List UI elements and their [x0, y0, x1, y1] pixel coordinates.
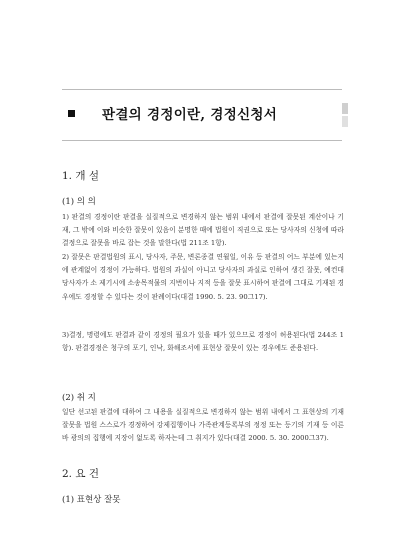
title-decoration — [342, 116, 348, 127]
bullet-icon — [68, 110, 75, 117]
section-heading-requirements: 2. 요 건 — [62, 468, 99, 480]
subsection-heading-expression-error: (1) 표현상 잘못 — [62, 495, 121, 505]
section-heading-overview: 1. 개 설 — [62, 170, 99, 182]
document-title: 판결의 경정이란, 경정신청서 — [102, 107, 278, 123]
paragraph-purpose: 일단 선고된 판결에 대하여 그 내용을 실질적으로 변경하지 않는 범위 내에서 그 표현상의 기재 잘못을 법원 스스로가 경정하여 강제집행이나 가족관계등록부의 정정 또는 등기의 기재 등 이른 바 광의의 집행에 지장이 없도록 하자는데 그 취지가 있다(대결 2000. 5. 30. 2000그37). — [62, 408, 344, 443]
title-box — [62, 89, 342, 141]
paragraph-meaning-3: 3)결정, 명령에도 판결과 같이 경정의 필요가 있을 때가 있으므로 경정이 허용된다(법 244조 1항). 판결경정은 청구의 포기, 인낙, 화해조서에 표현상 잘못이 있는 경우에도 준용된다. — [62, 331, 344, 353]
subsection-heading-purpose: (2) 취 지 — [62, 393, 96, 403]
subsection-heading-meaning: (1) 의 의 — [62, 197, 96, 207]
paragraph-meaning-1: 1) 판결의 경정이란 판결을 실질적으로 변경하지 않는 범위 내에서 판결에 잘못된 계산이나 기재, 그 밖에 이와 비슷한 잘못이 있음이 분명한 때에 법원이 직권으로 또는 당사자의 신청에 따라 결정으로 잘못을 바로 잡는 것을 말한다(법 211조 1항). — [62, 213, 344, 248]
paragraph-meaning-2: 2) 잘못은 판결법원의 표시, 당사자, 주문, 변론종결 연월일, 이유 등 판결의 어느 부분에 있는지에 관계없이 경정이 가능하다. 법원의 과실이 아니고 당사자의 과실로 인하여 생긴 잘못, 예컨대 당사자가 소 제기시에 소송목적물의 지번이나 지적 등을 잘못 표시하여 판결에 그대로 기재된 경우에도 경정할 수 있다는 것이 판례이다(대결 1990. 5. 23. 90그17). — [62, 253, 344, 301]
title-decoration — [342, 103, 348, 114]
